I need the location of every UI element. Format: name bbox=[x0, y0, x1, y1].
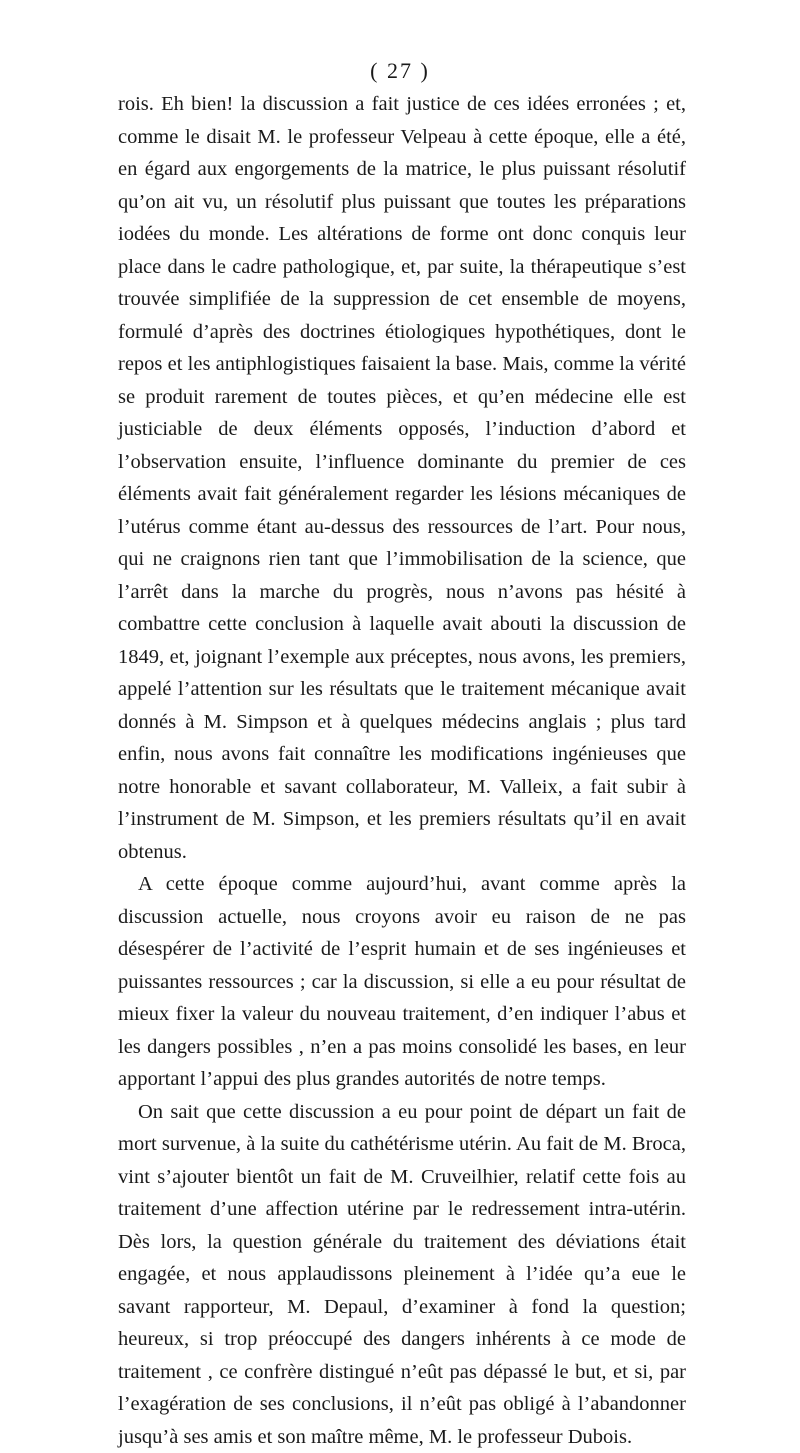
paragraph-3: On sait que cette discussion a eu pour point de départ un fait de mort survenue, à la suite du cathétérisme utérin. Au fait de M. Broca, vint s’ajouter bientôt un fait de M. Cruveilhier, relatif cette fois au traitement d’une affection utérine par le redressement intra-utérin. Dès lors, la question générale du traitement des déviations était engagée, et nous applaudissons pleinement à l’idée qu’a eue le savant rapporteur, M. Depaul, d’examiner à fond la question; heureux, si trop préoccupé des dangers inhérents à ce mode de traitement , ce confrère distingué n’eût pas dépassé le but, et si, par l’exagération de ses conclusions, il n’eût pas obligé à l’abandonner jusqu’à ses amis et son maître même, M. le professeur Dubois. bbox=[118, 1096, 686, 1453]
paragraph-2: A cette époque comme aujourd’hui, avant comme après la discussion actuelle, nous croyons avoir eu raison de ne pas désespérer de l’activité de l’esprit humain et de ses ingénieuses et puissantes ressources ; car la discussion, si elle a eu pour résultat de mieux fixer la valeur du nouveau traitement, d’en indiquer l’abus et les dangers possibles , n’en a pas moins consolidé les bases, en leur apportant l’appui des plus grandes autorités de notre temps. bbox=[118, 868, 686, 1096]
body-text bbox=[118, 88, 686, 1453]
page-number: ( 27 ) bbox=[0, 58, 800, 84]
paragraph-1: rois. Eh bien! la discussion a fait justice de ces idées erronées ; et, comme le disait M. le professeur Velpeau à cette époque, elle a été, en égard aux engorgements de la matrice, le plus puissant résolutif qu’on ait vu, un résolutif plus puissant que toutes les préparations iodées du monde. Les altérations de forme ont donc conquis leur place dans le cadre pathologique, et, par suite, la thérapeutique s’est trouvée simplifiée de la suppression de cet ensemble de moyens, formulé d’après des doctrines étiologiques hypothétiques, dont le repos et les antiphlogistiques faisaient la base. Mais, comme la vérité se produit rarement de toutes pièces, et qu’en médecine elle est justiciable de deux éléments opposés, l’induction d’abord et l’observation ensuite, l’influence dominante du premier de ces éléments avait fait généralement regarder les lésions mécaniques de l’utérus comme étant au-dessus des ressources de l’art. Pour nous, qui ne craignons rien tant que l’immobilisation de la science, que l’arrêt dans la marche du progrès, nous n’avons pas hésité à combattre cette conclusion à laquelle avait abouti la discussion de 1849, et, joignant l’exemple aux préceptes, nous avons, les premiers, appelé l’attention sur les résultats que le traitement mécanique avait donnés à M. Simpson et à quelques médecins anglais ; plus tard enfin, nous avons fait connaître les modifications ingénieuses que notre honorable et savant collaborateur, M. Valleix, a fait subir à l’instrument de M. Simpson, et les premiers résultats qu’il en avait obtenus. bbox=[118, 88, 686, 868]
